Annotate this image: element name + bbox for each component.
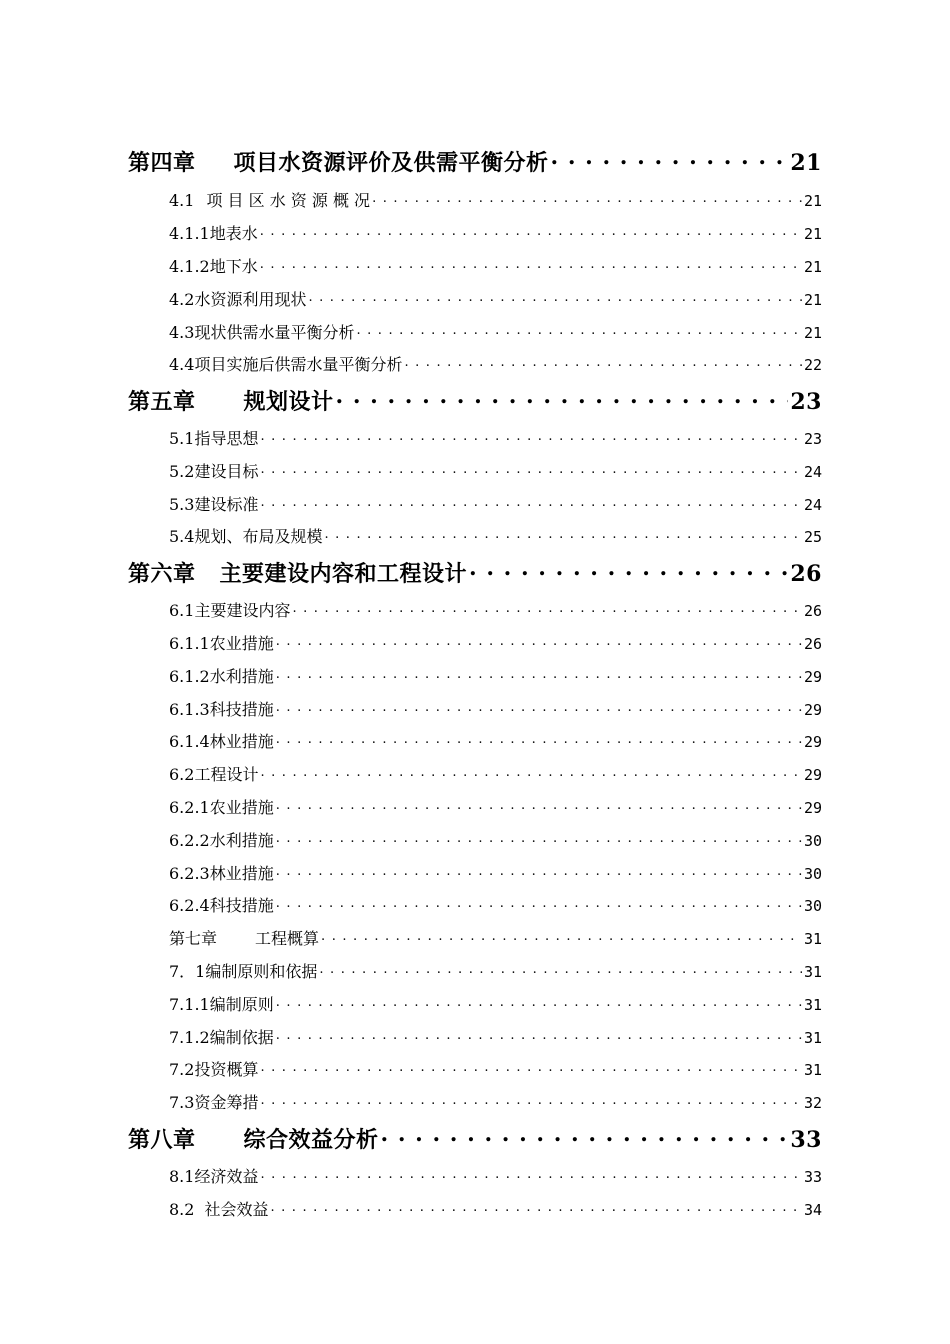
- toc-entry-page: 30: [803, 865, 822, 883]
- toc-entry[interactable]: [169, 992, 822, 1015]
- dot-leader: [260, 428, 801, 444]
- dot-leader: [276, 633, 802, 649]
- toc-entry-number: 7.1.1: [169, 995, 210, 1014]
- dot-leader: [276, 1027, 802, 1043]
- toc-entry-number: 6.1.3: [169, 700, 210, 719]
- toc-entry-title: 主要建设内容和工程设计: [219, 561, 468, 587]
- toc-entry-title: 资金筹措: [194, 1093, 259, 1112]
- dot-leader: [308, 289, 801, 305]
- dot-leader: [270, 1199, 801, 1215]
- toc-entry[interactable]: [169, 762, 822, 785]
- toc-entry-page: 30: [803, 832, 822, 850]
- toc-entry-number: 4.2: [169, 290, 195, 309]
- toc-entry-number: 6.2.4: [169, 896, 210, 915]
- toc-entry[interactable]: [169, 1090, 822, 1113]
- dot-leader: [260, 1092, 801, 1108]
- dot-leader: [551, 148, 789, 170]
- toc-entry-title: 社会效益: [204, 1200, 269, 1219]
- toc-entry[interactable]: [169, 188, 822, 211]
- toc-entry[interactable]: [169, 1057, 822, 1080]
- toc-entry[interactable]: [169, 524, 822, 547]
- toc-entry[interactable]: [169, 320, 822, 343]
- toc-entry[interactable]: [169, 1197, 822, 1220]
- toc-entry-number: 6.1: [169, 601, 195, 620]
- dot-leader: [469, 559, 788, 581]
- toc-entry-title: 建设标准: [194, 495, 259, 514]
- toc-entry-number: 4.1.1: [169, 224, 210, 243]
- toc-entry-page: 26: [790, 561, 822, 587]
- toc-entry-title: 水资源利用现状: [194, 290, 307, 309]
- dot-leader: [324, 526, 801, 542]
- toc-entry[interactable]: [169, 459, 822, 482]
- toc-entry-number: 7.2: [169, 1060, 195, 1079]
- toc-entry-page: 22: [803, 356, 822, 374]
- toc-entry-page: 31: [803, 996, 822, 1014]
- toc-entry-chapter-6[interactable]: [128, 557, 822, 588]
- toc-entry-page: 31: [803, 930, 822, 948]
- dot-leader: [260, 764, 801, 780]
- toc-entry-title: 项目实施后供需水量平衡分析: [194, 355, 403, 374]
- toc-entry-title: 项 目 区 水 资 源 概 况: [206, 191, 371, 210]
- toc-entry[interactable]: [169, 1164, 822, 1187]
- toc-entry-number: 7.1.2: [169, 1028, 210, 1047]
- toc-entry-title: 指导思想: [194, 429, 259, 448]
- toc-entry-page: 29: [803, 701, 822, 719]
- toc-entry[interactable]: [169, 352, 822, 375]
- toc-entry-page: 26: [803, 635, 822, 653]
- dot-leader: [276, 699, 802, 715]
- toc-entry-page: 29: [803, 799, 822, 817]
- toc-entry-title: 现状供需水量平衡分析: [194, 323, 355, 342]
- dot-leader: [276, 731, 802, 747]
- toc-entry[interactable]: [169, 492, 822, 515]
- toc-entry-title: 水利措施: [209, 667, 274, 686]
- toc-entry-number: 第八章: [128, 1127, 196, 1153]
- toc-entry-page: 34: [803, 1201, 822, 1219]
- toc-entry-title: 水利措施: [209, 831, 274, 850]
- toc-entry-title: 主要建设内容: [194, 601, 291, 620]
- toc-entry[interactable]: [169, 221, 822, 244]
- toc-entry-chapter-5[interactable]: [128, 385, 822, 416]
- toc-entry-page: 31: [803, 963, 822, 981]
- dot-leader: [276, 797, 802, 813]
- toc-entry-page: 29: [803, 733, 822, 751]
- toc-entry-title: 编制原则和依据: [205, 962, 318, 981]
- toc-entry-title: 科技措施: [209, 896, 274, 915]
- toc-entry-number: 6.2.3: [169, 864, 210, 883]
- dot-leader: [276, 994, 802, 1010]
- toc-entry-page: 29: [803, 668, 822, 686]
- toc-entry-number: 6.2: [169, 765, 195, 784]
- dot-leader: [404, 354, 801, 370]
- toc-entry-page: 21: [790, 150, 822, 176]
- toc-entry-chapter-8[interactable]: [128, 1123, 822, 1154]
- dot-leader: [381, 1125, 789, 1147]
- toc-entry-number: 6.1.1: [169, 634, 210, 653]
- toc-entry-chapter-4[interactable]: [128, 146, 822, 177]
- toc-entry-title: 工程概算: [255, 929, 320, 948]
- toc-entry-title: 林业措施: [209, 732, 274, 751]
- dot-leader: [260, 223, 802, 239]
- toc-entry-page: 30: [803, 897, 822, 915]
- toc-entry-number: 4.1: [169, 191, 195, 210]
- toc-entry-title: 投资概算: [194, 1060, 259, 1079]
- toc-entry-page: 33: [790, 1127, 822, 1153]
- dot-leader: [276, 863, 802, 879]
- toc-entry-title: 地表水: [209, 224, 258, 243]
- toc-entry-title: 科技措施: [209, 700, 274, 719]
- toc-entry-page: 24: [803, 496, 822, 514]
- toc-entry[interactable]: [169, 426, 822, 449]
- dot-leader: [260, 1059, 801, 1075]
- toc-entry-number: 5.4: [169, 527, 195, 546]
- toc-entry-chapter-7[interactable]: [169, 926, 822, 949]
- toc-entry-title: 经济效益: [194, 1167, 259, 1186]
- toc-entry-page: 23: [803, 430, 822, 448]
- dot-leader: [356, 322, 801, 338]
- dot-leader: [276, 830, 802, 846]
- toc-entry[interactable]: [169, 631, 822, 654]
- toc-entry-number: 8.1: [169, 1167, 195, 1186]
- toc-entry-title: 建设目标: [194, 462, 259, 481]
- toc-entry-number: 5.1: [169, 429, 195, 448]
- toc-entry-page: 33: [803, 1168, 822, 1186]
- toc-entry-number: 第四章: [128, 150, 196, 176]
- dot-leader: [372, 190, 802, 206]
- toc-entry-number: 7.3: [169, 1093, 195, 1112]
- toc-entry-title: 工程设计: [194, 765, 259, 784]
- toc-entry[interactable]: [169, 861, 822, 884]
- toc-entry[interactable]: [169, 828, 822, 851]
- toc-entry-page: 21: [803, 258, 822, 276]
- toc-entry-title: 规划设计: [243, 389, 334, 415]
- toc-entry-number: 6.1.4: [169, 732, 210, 751]
- toc-entry-page: 25: [803, 528, 822, 546]
- toc-entry-number: 6.2.1: [169, 798, 210, 817]
- toc-entry-page: 24: [803, 463, 822, 481]
- toc-entry-number: 第六章: [128, 561, 196, 587]
- toc-entry-page: 29: [803, 766, 822, 784]
- toc-entry[interactable]: [169, 664, 822, 687]
- dot-leader: [276, 895, 802, 911]
- toc-entry-page: 26: [803, 602, 822, 620]
- toc-entry[interactable]: [169, 1025, 822, 1048]
- dot-leader: [319, 961, 802, 977]
- toc-entry-page: 23: [790, 389, 822, 415]
- toc-entry-page: 21: [803, 291, 822, 309]
- toc-entry[interactable]: [169, 287, 822, 310]
- toc-entry-page: 31: [803, 1029, 822, 1047]
- toc-entry-page: 21: [803, 225, 822, 243]
- toc-entry-number: 7．1: [169, 962, 206, 981]
- toc-entry-page: 21: [803, 324, 822, 342]
- toc-entry-title: 林业措施: [209, 864, 274, 883]
- toc-entry-title: 规划、布局及规模: [194, 527, 323, 546]
- dot-leader: [276, 666, 802, 682]
- toc-entry[interactable]: [169, 795, 822, 818]
- dot-leader: [292, 600, 801, 616]
- toc-entry-number: 4.3: [169, 323, 195, 342]
- toc-entry-number: 第五章: [128, 389, 196, 415]
- toc-entry[interactable]: [169, 893, 822, 916]
- toc-entry-page: 32: [803, 1094, 822, 1112]
- dot-leader: [260, 256, 802, 272]
- toc-entry-title: 综合效益分析: [243, 1127, 379, 1153]
- toc-entry[interactable]: [169, 254, 822, 277]
- toc-entry[interactable]: [169, 598, 822, 621]
- toc-entry-number: 第七章: [169, 929, 218, 948]
- toc-entry-title: 地下水: [209, 257, 258, 276]
- toc-entry-page: 21: [803, 192, 822, 210]
- toc-entry-number: 6.1.2: [169, 667, 210, 686]
- dot-leader: [260, 1166, 801, 1182]
- dot-leader: [321, 928, 802, 944]
- toc-entry-title: 项目水资源评价及供需平衡分析: [233, 150, 549, 176]
- toc-entry-title: 编制原则: [209, 995, 274, 1014]
- dot-leader: [260, 461, 801, 477]
- toc-entry-number: 6.2.2: [169, 831, 210, 850]
- toc-entry-number: 4.1.2: [169, 257, 210, 276]
- toc-entry-number: 5.3: [169, 495, 195, 514]
- toc-entry[interactable]: [169, 729, 822, 752]
- dot-leader: [336, 387, 789, 409]
- toc-entry-number: 8.2: [169, 1200, 195, 1219]
- toc-entry[interactable]: [169, 697, 822, 720]
- toc-entry-number: 5.2: [169, 462, 195, 481]
- toc-entry-page: 31: [803, 1061, 822, 1079]
- toc-entry-title: 农业措施: [209, 798, 274, 817]
- toc-entry-number: 4.4: [169, 355, 195, 374]
- toc-entry-title: 农业措施: [209, 634, 274, 653]
- dot-leader: [260, 494, 801, 510]
- toc-entry[interactable]: [169, 959, 822, 982]
- toc-entry-title: 编制依据: [209, 1028, 274, 1047]
